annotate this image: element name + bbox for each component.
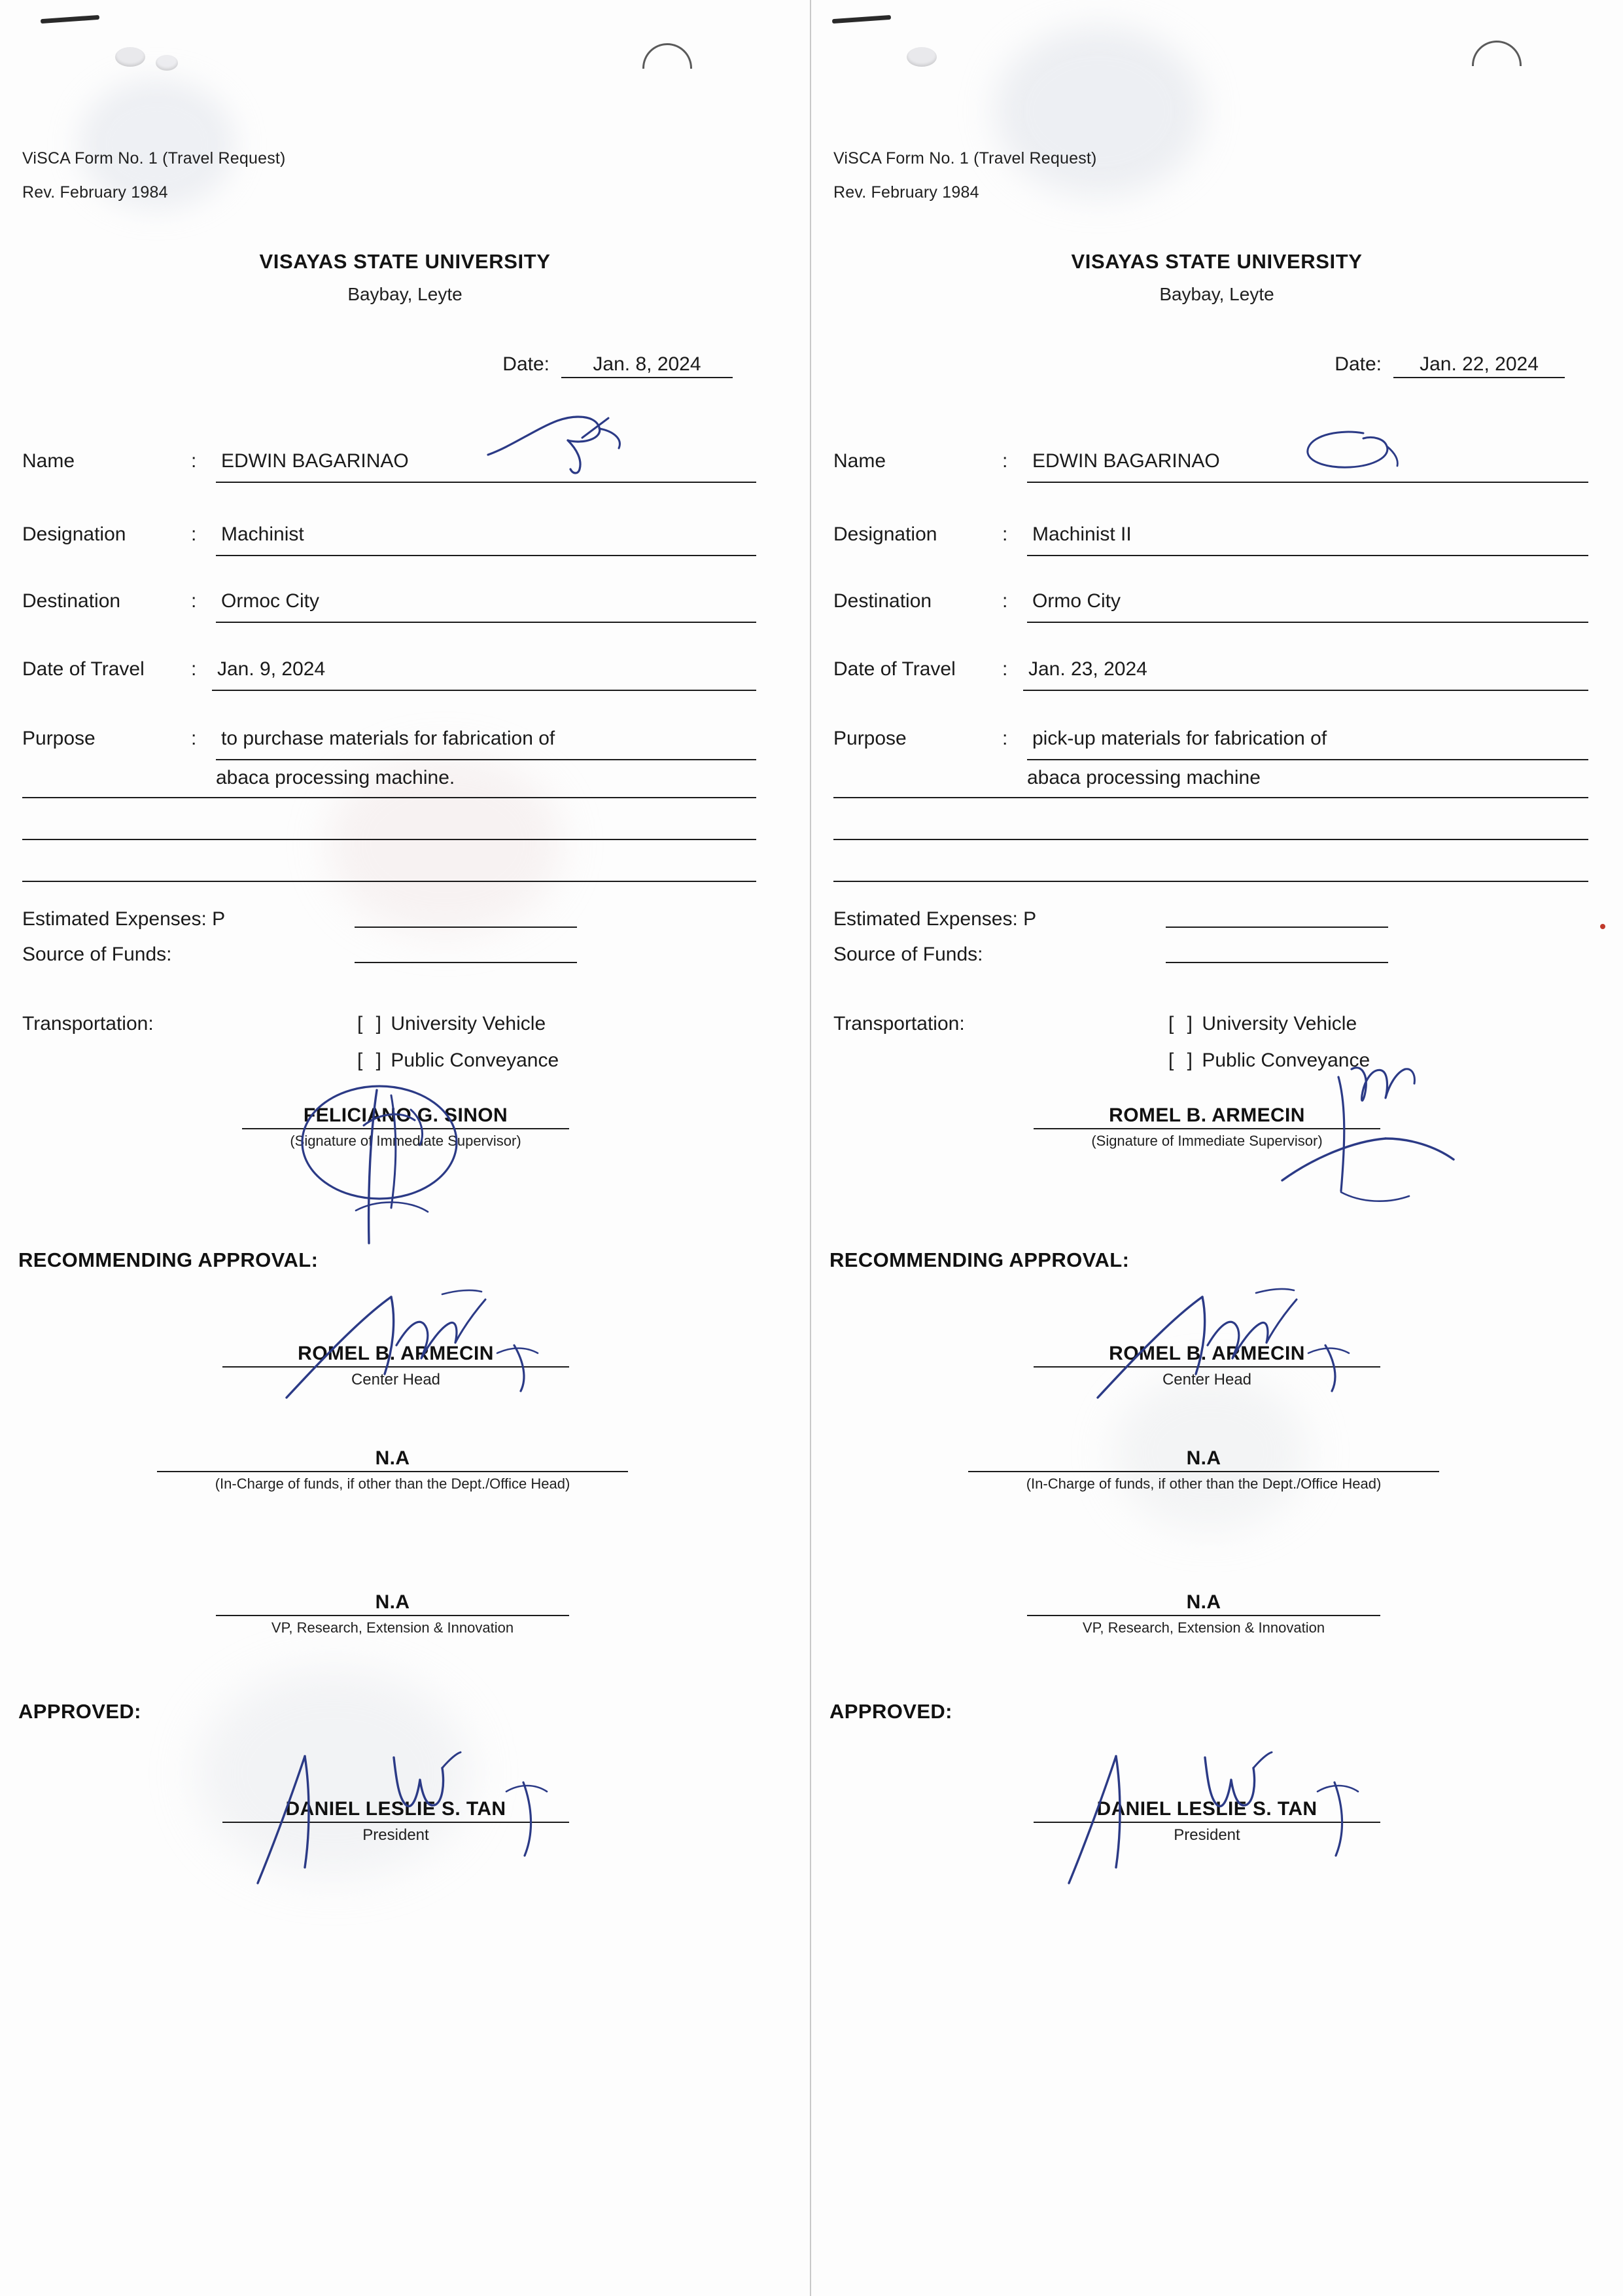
transport-option-university-vehicle[interactable] [357, 1013, 546, 1035]
in-charge-of-funds-caption: (In-Charge of funds, if other than the Dept./Office Head) [215, 1475, 570, 1492]
field-label: Name [22, 450, 75, 472]
checkbox-university-vehicle[interactable]: [ ] [1168, 1013, 1197, 1034]
punch-hole-icon [156, 55, 178, 71]
field-colon: : [191, 523, 197, 545]
center-head-caption: Center Head [351, 1371, 441, 1388]
date-value[interactable]: Jan. 8, 2024 [561, 353, 733, 378]
form-revision: Rev. February 1984 [22, 183, 168, 202]
purpose-rule-3 [833, 839, 1588, 840]
immediate-supervisor-caption: (Signature of Immediate Supervisor) [290, 1133, 521, 1149]
field-label: Purpose [833, 728, 907, 749]
purpose-rule-3 [22, 839, 756, 840]
vp-research-caption: VP, Research, Extension & Innovation [1082, 1619, 1325, 1636]
source-of-funds-input[interactable] [355, 961, 577, 963]
center-head-caption: Center Head [1162, 1371, 1252, 1388]
travel-request-form-left [0, 0, 811, 2296]
field-colon: : [191, 450, 197, 472]
curved-mark-icon [642, 43, 692, 69]
field-colon: : [1002, 658, 1008, 680]
purpose-line-2[interactable]: abaca processing machine [1027, 767, 1261, 788]
field-value-name[interactable]: EDWIN BAGARINAO [216, 450, 756, 483]
date-row [502, 353, 733, 378]
center-head-signature-block [1034, 1343, 1380, 1389]
field-label: Purpose [22, 728, 96, 749]
field-label: Designation [833, 523, 937, 545]
field-label: Designation [22, 523, 126, 545]
field-label: Destination [833, 590, 932, 612]
field-date-of-travel [22, 658, 756, 695]
in-charge-of-funds-name: N.A [968, 1447, 1439, 1472]
in-charge-of-funds-name: N.A [157, 1447, 628, 1472]
field-date-of-travel [833, 658, 1588, 695]
immediate-supervisor-caption: (Signature of Immediate Supervisor) [1091, 1133, 1323, 1149]
tear-mark-icon [41, 15, 99, 24]
travel-request-form-right [811, 0, 1622, 2296]
president-signature-block [222, 1798, 569, 1845]
field-purpose [833, 728, 1588, 764]
purpose-rule-2 [22, 797, 756, 798]
field-value-designation[interactable]: Machinist [216, 523, 756, 556]
field-label: Date of Travel [22, 658, 145, 680]
approved-heading: APPROVED: [18, 1700, 141, 1723]
field-label: Date of Travel [833, 658, 956, 680]
center-head-signature-block [222, 1343, 569, 1389]
source-of-funds-label: Source of Funds: [833, 944, 983, 965]
field-colon: : [1002, 523, 1008, 545]
field-label: Name [833, 450, 886, 472]
purpose-line-2[interactable]: abaca processing machine. [216, 767, 455, 788]
purpose-rule-2 [833, 797, 1588, 798]
purpose-rule-4 [22, 881, 756, 882]
field-colon: : [191, 590, 197, 612]
field-value-name[interactable]: EDWIN BAGARINAO [1027, 450, 1588, 483]
field-colon: : [1002, 450, 1008, 472]
checkbox-public-conveyance[interactable]: [ ] [357, 1050, 386, 1071]
field-colon: : [191, 728, 197, 749]
checkbox-university-vehicle[interactable]: [ ] [357, 1013, 386, 1034]
vp-research-block [216, 1591, 569, 1636]
recommending-approval-heading: RECOMMENDING APPROVAL: [829, 1248, 1130, 1271]
field-colon: : [1002, 590, 1008, 612]
form-number: ViSCA Form No. 1 (Travel Request) [22, 149, 286, 168]
transportation-label: Transportation: [833, 1013, 965, 1034]
transport-option-public-conveyance[interactable] [1168, 1050, 1370, 1072]
recommending-approval-heading: RECOMMENDING APPROVAL: [18, 1248, 319, 1271]
estimated-expenses-label: Estimated Expenses: P [22, 908, 226, 930]
vp-research-caption: VP, Research, Extension & Innovation [271, 1619, 514, 1636]
field-value-date-of-travel[interactable]: Jan. 23, 2024 [1023, 658, 1588, 691]
estimated-expenses-row [833, 908, 1036, 930]
date-row [1335, 353, 1565, 378]
transport-option-label: Public Conveyance [1202, 1050, 1370, 1071]
president-signature-block [1034, 1798, 1380, 1845]
source-of-funds-row [22, 944, 171, 966]
field-designation [833, 523, 1588, 560]
field-designation [22, 523, 756, 560]
estimated-expenses-label: Estimated Expenses: P [833, 908, 1037, 930]
purpose-rule-4 [833, 881, 1588, 882]
field-colon: : [1002, 728, 1008, 749]
immediate-supervisor-name: FELICIANO G. SINON [242, 1104, 569, 1129]
vp-research-block [1027, 1591, 1380, 1636]
transport-option-label: University Vehicle [1202, 1013, 1357, 1034]
form-revision: Rev. February 1984 [833, 183, 979, 202]
president-name: DANIEL LESLIE S. TAN [222, 1798, 569, 1823]
transportation-label: Transportation: [22, 1013, 154, 1034]
field-destination [833, 590, 1588, 627]
punch-hole-icon [907, 47, 937, 67]
university-location: Baybay, Leyte [1159, 284, 1274, 304]
immediate-supervisor-signature-block [242, 1104, 569, 1150]
field-value-purpose[interactable]: to purchase materials for fabrication of [216, 728, 756, 760]
form-number: ViSCA Form No. 1 (Travel Request) [833, 149, 1097, 168]
president-caption: President [1174, 1826, 1240, 1844]
checkbox-public-conveyance[interactable]: [ ] [1168, 1050, 1197, 1071]
transport-option-university-vehicle[interactable] [1168, 1013, 1357, 1035]
source-of-funds-label: Source of Funds: [22, 944, 172, 965]
tear-mark-icon [832, 15, 891, 24]
transport-option-public-conveyance[interactable] [357, 1050, 559, 1072]
field-value-destination[interactable]: Ormo City [1027, 590, 1588, 623]
field-purpose [22, 728, 756, 764]
field-value-purpose[interactable]: pick-up materials for fabrication of [1027, 728, 1588, 760]
field-value-date-of-travel[interactable]: Jan. 9, 2024 [212, 658, 756, 691]
date-value[interactable]: Jan. 22, 2024 [1393, 353, 1565, 378]
approved-heading: APPROVED: [829, 1700, 952, 1723]
university-name: VISAYAS STATE UNIVERSITY [1071, 250, 1363, 273]
university-location: Baybay, Leyte [347, 284, 462, 304]
signature-ink-immediate-supervisor [293, 1047, 509, 1269]
punch-hole-icon [115, 47, 145, 67]
in-charge-of-funds-caption: (In-Charge of funds, if other than the Dept./Office Head) [1026, 1475, 1382, 1492]
date-label: Date: [502, 353, 550, 375]
date-label: Date: [1335, 353, 1382, 375]
center-head-name: ROMEL B. ARMECIN [1034, 1343, 1380, 1368]
transport-option-label: University Vehicle [391, 1013, 546, 1034]
university-name: VISAYAS STATE UNIVERSITY [259, 250, 551, 273]
immediate-supervisor-signature-block [1034, 1104, 1380, 1150]
estimated-expenses-input[interactable] [355, 926, 577, 928]
field-label: Destination [22, 590, 121, 612]
president-name: DANIEL LESLIE S. TAN [1034, 1798, 1380, 1823]
vp-research-name: N.A [216, 1591, 569, 1616]
field-destination [22, 590, 756, 627]
president-caption: President [362, 1826, 429, 1844]
immediate-supervisor-name: ROMEL B. ARMECIN [1034, 1104, 1380, 1129]
transport-option-label: Public Conveyance [391, 1050, 559, 1071]
in-charge-of-funds-block [157, 1447, 628, 1492]
curved-mark-icon [1472, 41, 1522, 66]
field-value-designation[interactable]: Machinist II [1027, 523, 1588, 556]
vp-research-name: N.A [1027, 1591, 1380, 1616]
field-name [833, 450, 1588, 487]
red-ink-dot [1600, 924, 1605, 929]
field-value-destination[interactable]: Ormoc City [216, 590, 756, 623]
in-charge-of-funds-block [968, 1447, 1439, 1492]
field-name [22, 450, 756, 487]
source-of-funds-row [833, 944, 983, 966]
field-colon: : [191, 658, 197, 680]
estimated-expenses-row [22, 908, 225, 930]
center-head-name: ROMEL B. ARMECIN [222, 1343, 569, 1368]
source-of-funds-input[interactable] [1166, 961, 1388, 963]
estimated-expenses-input[interactable] [1166, 926, 1388, 928]
